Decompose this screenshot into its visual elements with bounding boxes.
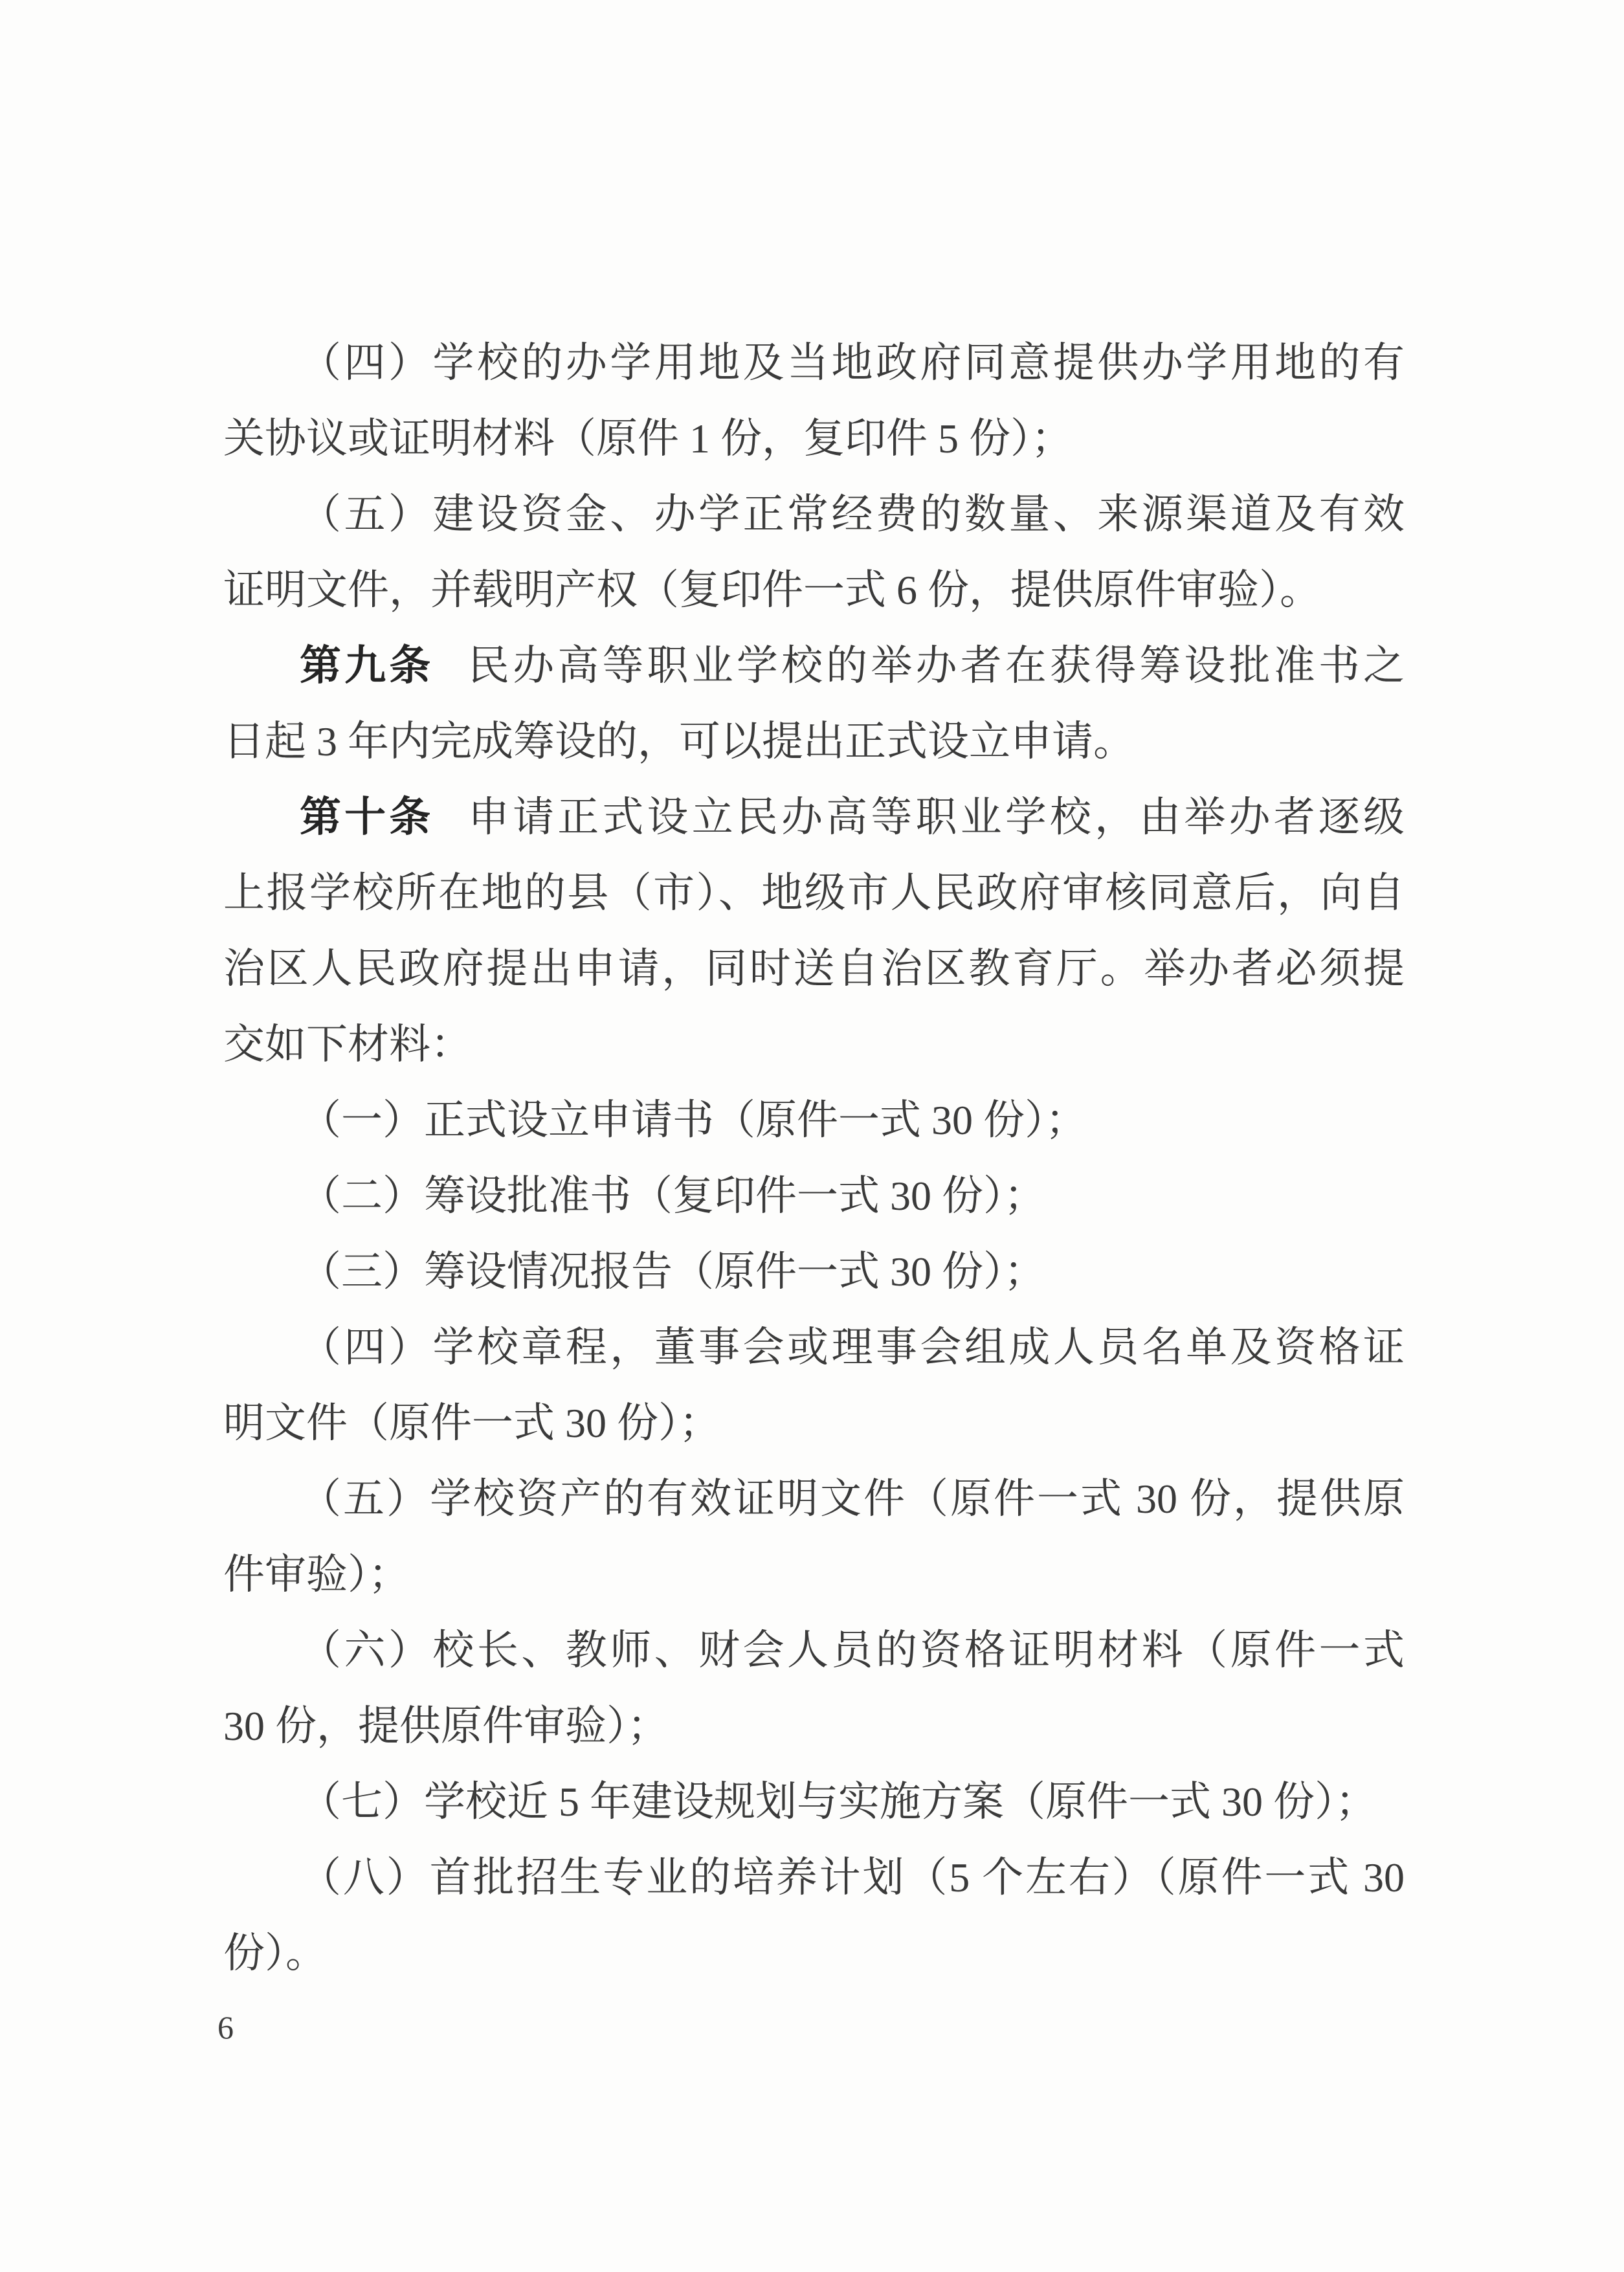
paragraph: [223, 476, 1405, 628]
page-number: 6: [217, 2009, 234, 2045]
text-line: 日起 3 年内完成筹设的，可以提出正式设立申请。: [223, 718, 1135, 764]
paragraph: [223, 1082, 1405, 1158]
text-line: 关协议或证明材料（原件 1 份，复印件 5 份）；: [223, 416, 1073, 462]
paragraph: [223, 1309, 1405, 1461]
text-line: （六）校长、教师、财会人员的资格证明材料（原件一式: [300, 1627, 1405, 1673]
text-line: （五）建设资金、办学正常经费的数量、来源渠道及有效: [300, 491, 1405, 537]
paragraph: [223, 325, 1405, 476]
paragraph: [223, 1764, 1405, 1840]
paragraph: [223, 1158, 1405, 1234]
text-line: 第九条 民办高等职业学校的举办者在获得筹设批准书之: [300, 643, 1405, 689]
article-number: 第九条: [300, 643, 434, 689]
text-line: 30 份，提供原件审验）；: [223, 1703, 669, 1749]
text-line: 明文件（原件一式 30 份）；: [223, 1400, 720, 1446]
text-line: （四）学校章程，董事会或理事会组成人员名单及资格证: [300, 1324, 1405, 1370]
paragraph: [223, 628, 1405, 779]
text-line: 证明文件，并载明产权（复印件一式 6 份，提供原件审验）。: [223, 567, 1321, 613]
text-line: （四）学校的办学用地及当地政府同意提供办学用地的有: [300, 340, 1405, 386]
text-line: （七）学校近 5 年建设规划与实施方案（原件一式 30 份）；: [300, 1779, 1377, 1825]
article-number: 第十条: [300, 794, 434, 840]
text-line: 份）。: [223, 1930, 327, 1976]
document-body: [223, 325, 1405, 1991]
text-line: （一）正式设立申请书（原件一式 30 份）；: [300, 1097, 1087, 1143]
text-line: 上报学校所在地的县（市）、地级市人民政府审核同意后，向自: [223, 870, 1405, 916]
text-line: （三）筹设情况报告（原件一式 30 份）；: [300, 1249, 1045, 1295]
text-line: 件审验）；: [223, 1552, 410, 1598]
text-line: （八）首批招生专业的培养计划（5 个左右）（原件一式 30: [300, 1854, 1405, 1900]
paragraph: [223, 1461, 1405, 1612]
paragraph: [223, 1840, 1405, 1991]
text-line: 第十条 申请正式设立民办高等职业学校，由举办者逐级: [300, 794, 1405, 840]
paragraph: [223, 1234, 1405, 1309]
paragraph: [223, 1612, 1405, 1764]
paragraph: [223, 779, 1405, 1082]
text-line: 交如下材料：: [223, 1021, 472, 1067]
text-line: 治区人民政府提出申请，同时送自治区教育厅。举办者必须提: [223, 946, 1405, 992]
text-line: （二）筹设批准书（复印件一式 30 份）；: [300, 1173, 1045, 1219]
text-line: （五）学校资产的有效证明文件（原件一式 30 份，提供原: [300, 1476, 1405, 1522]
